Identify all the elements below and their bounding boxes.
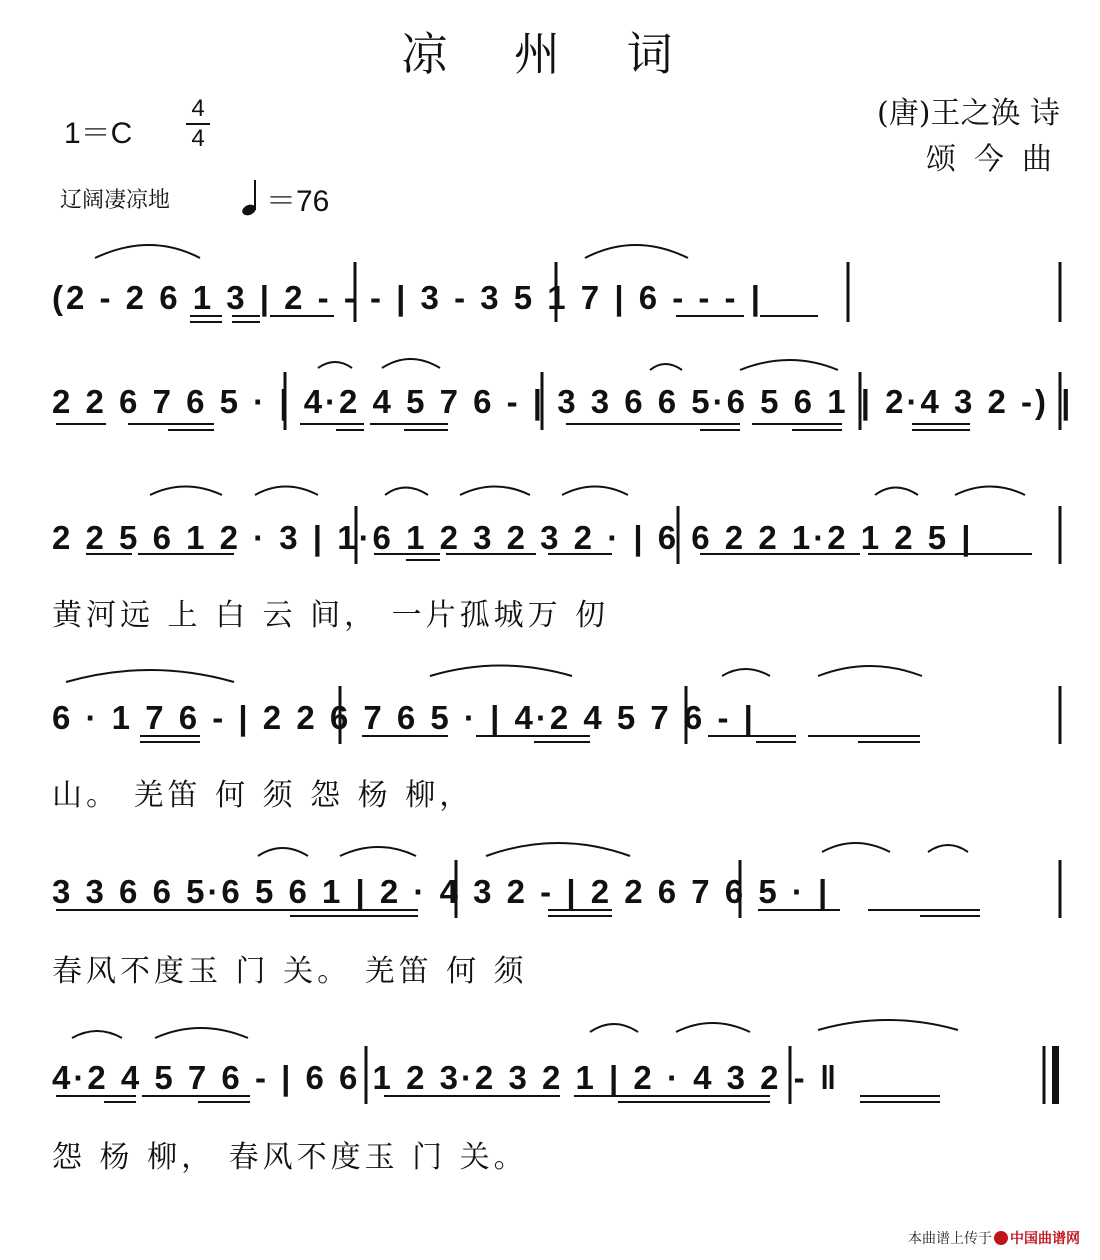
meter-numerator: 4	[191, 95, 205, 122]
score-notes: 3 3 6 6 5·6 5 6 1 | 2 · 4 3 2 - | 2 2 6 7 6 5 · |	[52, 873, 831, 910]
site-logo-icon	[994, 1231, 1008, 1245]
meter-denominator: 4	[191, 125, 205, 152]
slur	[955, 487, 1025, 496]
slur	[740, 360, 838, 370]
tempo-value: ＝76	[266, 185, 330, 218]
slur	[590, 1024, 638, 1032]
lyric-row-2: 山。 羌笛 何 须 怨 杨 柳，	[52, 778, 474, 813]
slur	[822, 843, 890, 852]
song-title: 凉 州 词	[401, 27, 699, 81]
slur	[562, 487, 628, 496]
lyric-row-4: 怨 杨 柳， 春风不度玉 门 关。	[52, 1140, 528, 1175]
score-notes: 2 2 5 6 1 2 · 3 | 1·6 1 2 3 2 3 2 · | 6 6 2 2 1·2 1 2 5 |	[52, 519, 974, 556]
slur	[722, 669, 770, 676]
slur	[72, 1031, 122, 1038]
score-notes: 6 · 1 7 6 - | 2 2 6 7 6 5 · | 4·2 4 5 7 6 - |	[52, 699, 756, 736]
slur	[318, 362, 352, 368]
slur	[585, 245, 688, 258]
score-notes: 4·2 4 5 7 6 - | 6 6 1 2 3·2 3 2 1 | 2 · 4 3 2 - ‖	[52, 1059, 840, 1096]
slur	[875, 488, 918, 496]
slur	[928, 845, 968, 852]
expression-marking: 辽阔凄凉地	[60, 188, 171, 213]
lyric-row-3: 春风不度玉 门 关。 羌笛 何 须	[52, 954, 528, 989]
slur	[382, 359, 440, 368]
slur	[818, 1020, 958, 1030]
slur	[95, 245, 200, 258]
slur	[66, 670, 234, 682]
score-notes: 2 2 6 7 6 5 · | 4·2 4 5 7 6 - | 3 3 6 6 5·6 5 6 1 | 2·4 3 2 -) |	[52, 383, 1074, 420]
slur	[258, 848, 308, 856]
lyric-row-1: 黄河远 上 白 云 间， 一片孤城万 仞	[52, 598, 610, 633]
slur	[340, 847, 416, 856]
slur	[255, 487, 318, 496]
score-notes: (2 - 2 6 1 3 | 2 - - - | 3 - 3 5 1 7 | 6 - - - |	[52, 279, 763, 316]
slur	[650, 364, 682, 370]
slur	[460, 487, 530, 496]
slur	[385, 488, 428, 496]
footer-watermark	[908, 1228, 1080, 1248]
slur	[430, 666, 572, 677]
slur	[818, 666, 922, 676]
footer-text: 本曲谱上传于	[908, 1231, 992, 1247]
slur	[150, 487, 222, 496]
slur	[155, 1028, 248, 1038]
slur	[486, 843, 630, 856]
key-signature: 1＝C	[64, 117, 133, 150]
lyricist-credit: (唐)王之涣 诗	[877, 96, 1060, 131]
slur	[676, 1023, 750, 1032]
footer-brand: 中国曲谱网	[1010, 1231, 1080, 1247]
composer-credit: 颂今曲	[926, 142, 1070, 177]
final-barline	[1052, 1046, 1059, 1104]
